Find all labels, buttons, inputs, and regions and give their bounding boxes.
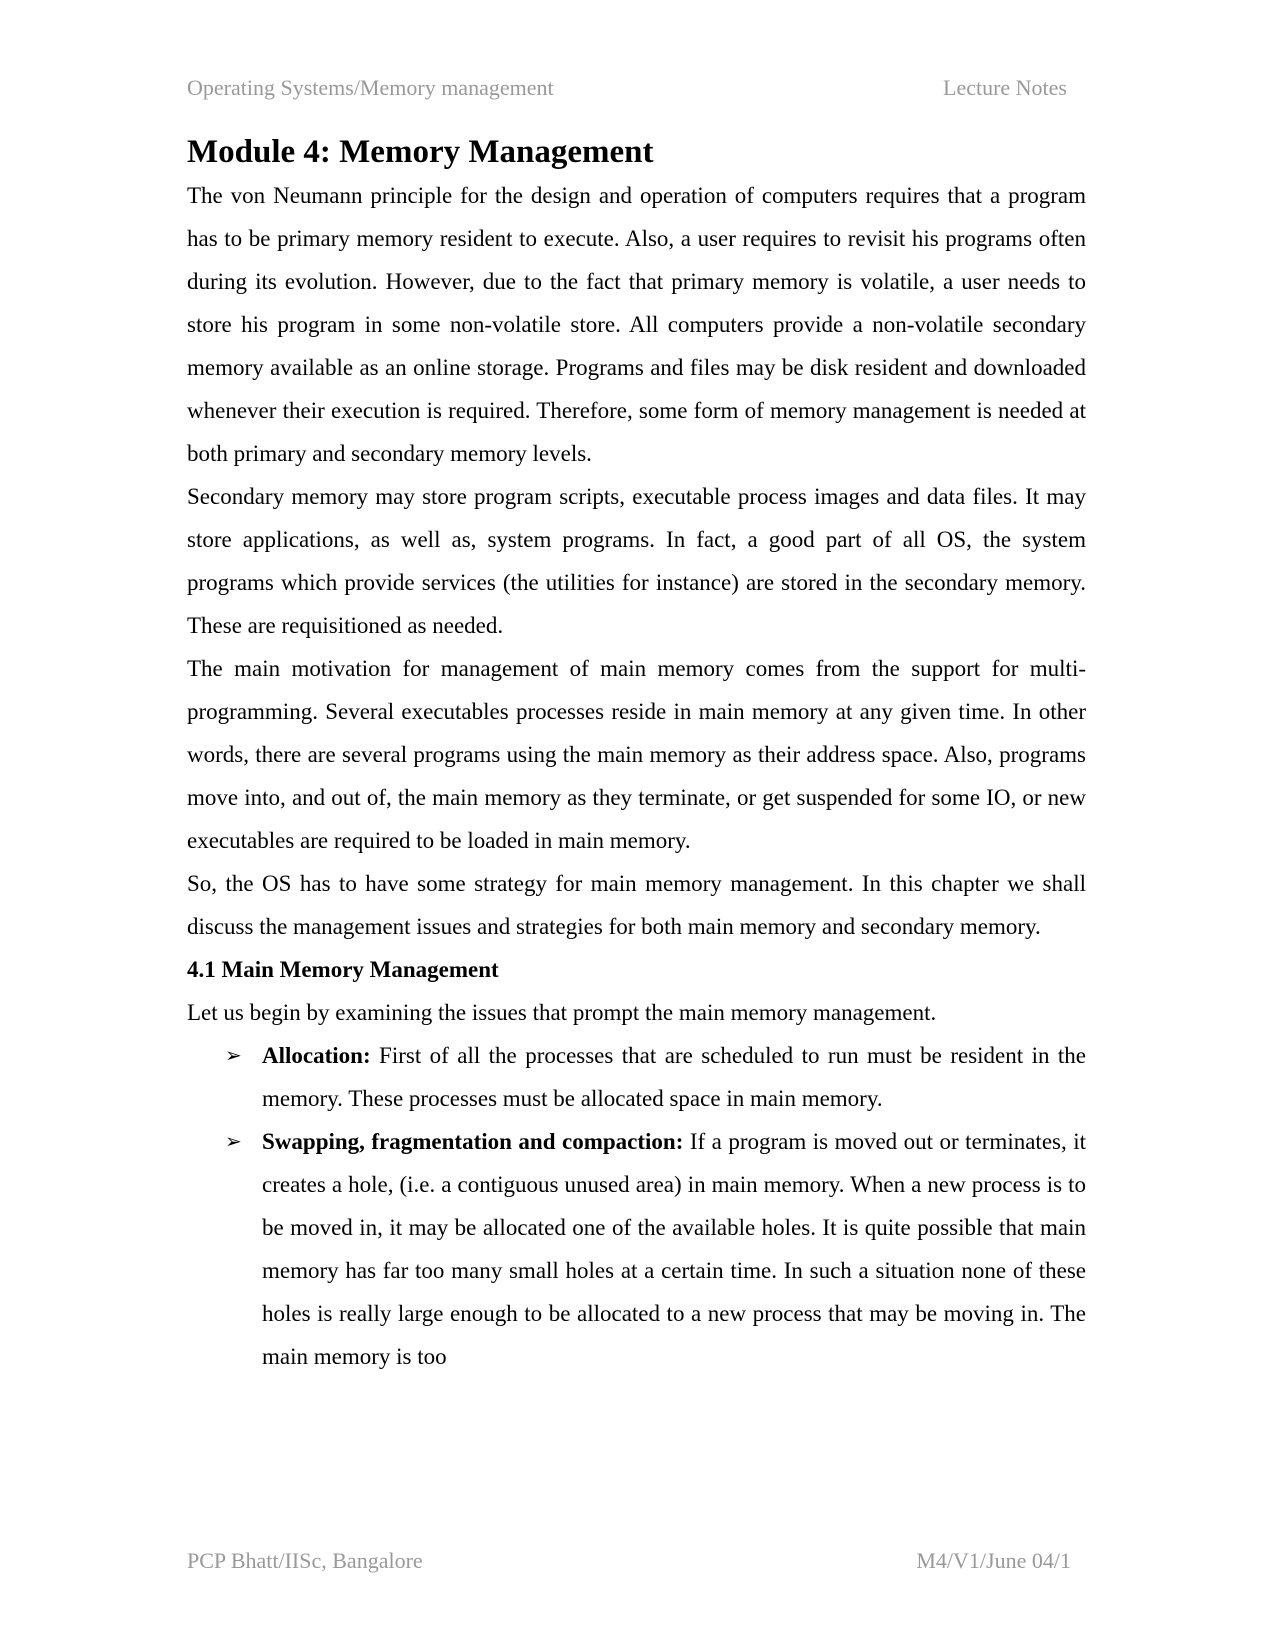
issues-list	[187, 1034, 1086, 1378]
module-title: Module 4: Memory Management	[187, 134, 654, 170]
list-item-term: Allocation:	[262, 1043, 371, 1068]
list-item-term: Swapping, fragmentation and compaction:	[262, 1129, 684, 1154]
page-content	[187, 128, 1086, 1378]
running-header	[187, 75, 1067, 101]
paragraph-motivation: The main motivation for management of main memory comes from the support for multi-programming. Several executables processes reside in main memory at any given time. In other words, there are several programs using the main memory as their address space. Also, programs move into, and out of, the main memory as they terminate, or get suspended for some IO, or new executables are required to be loaded in main memory.	[187, 656, 1086, 853]
footer-author: PCP Bhatt/IISc, Bangalore	[187, 1548, 423, 1573]
arrowhead-bullet-icon: ➢	[225, 1043, 242, 1067]
list-item-text: If a program is moved out or terminates, it creates a hole, (i.e. a contiguous unused area) in main memory. When a new process is to be moved in, it may be allocated one of the available holes. It is quite possible that main memory has far too many small holes at a certain time. In such a situation none of these holes is really large enough to be allocated to a new process that may be moving in. The main memory is too	[262, 1129, 1086, 1369]
list-item-text: First of all the processes that are scheduled to run must be resident in the memory. These processes must be allocated space in main memory.	[262, 1043, 1086, 1111]
arrowhead-bullet-icon: ➢	[225, 1129, 242, 1153]
header-doc-type: Lecture Notes	[943, 75, 1067, 100]
footer-page-id: M4/V1/June 04/1	[916, 1548, 1071, 1573]
section-intro: Let us begin by examining the issues that prompt the main memory management.	[187, 1000, 937, 1025]
list-item-swapping	[225, 1120, 1086, 1378]
paragraph-secondary-memory: Secondary memory may store program scripts, executable process images and data files. It may store applications, as well as, system programs. In fact, a good part of all OS, the system programs which provide services (the utilities for instance) are stored in the secondary memory. These are requisitioned as needed.	[187, 484, 1086, 638]
list-item-allocation	[225, 1034, 1086, 1120]
paragraph-strategy: So, the OS has to have some strategy for main memory management. In this chapter we shall discuss the management issues and strategies for both main memory and secondary memory.	[187, 871, 1086, 939]
paragraph-von-neumann: The von Neumann principle for the design and operation of computers requires that a program has to be primary memory resident to execute. Also, a user requires to revisit his programs often during its evolution. However, due to the fact that primary memory is volatile, a user needs to store his program in some non-volatile store. All computers provide a non-volatile secondary memory available as an online storage. Programs and files may be disk resident and downloaded whenever their execution is required. Therefore, some form of memory management is needed at both primary and secondary memory levels.	[187, 183, 1086, 466]
section-heading: 4.1 Main Memory Management	[187, 957, 499, 982]
header-course-title: Operating Systems/Memory management	[187, 75, 554, 100]
running-footer	[187, 1548, 1071, 1574]
